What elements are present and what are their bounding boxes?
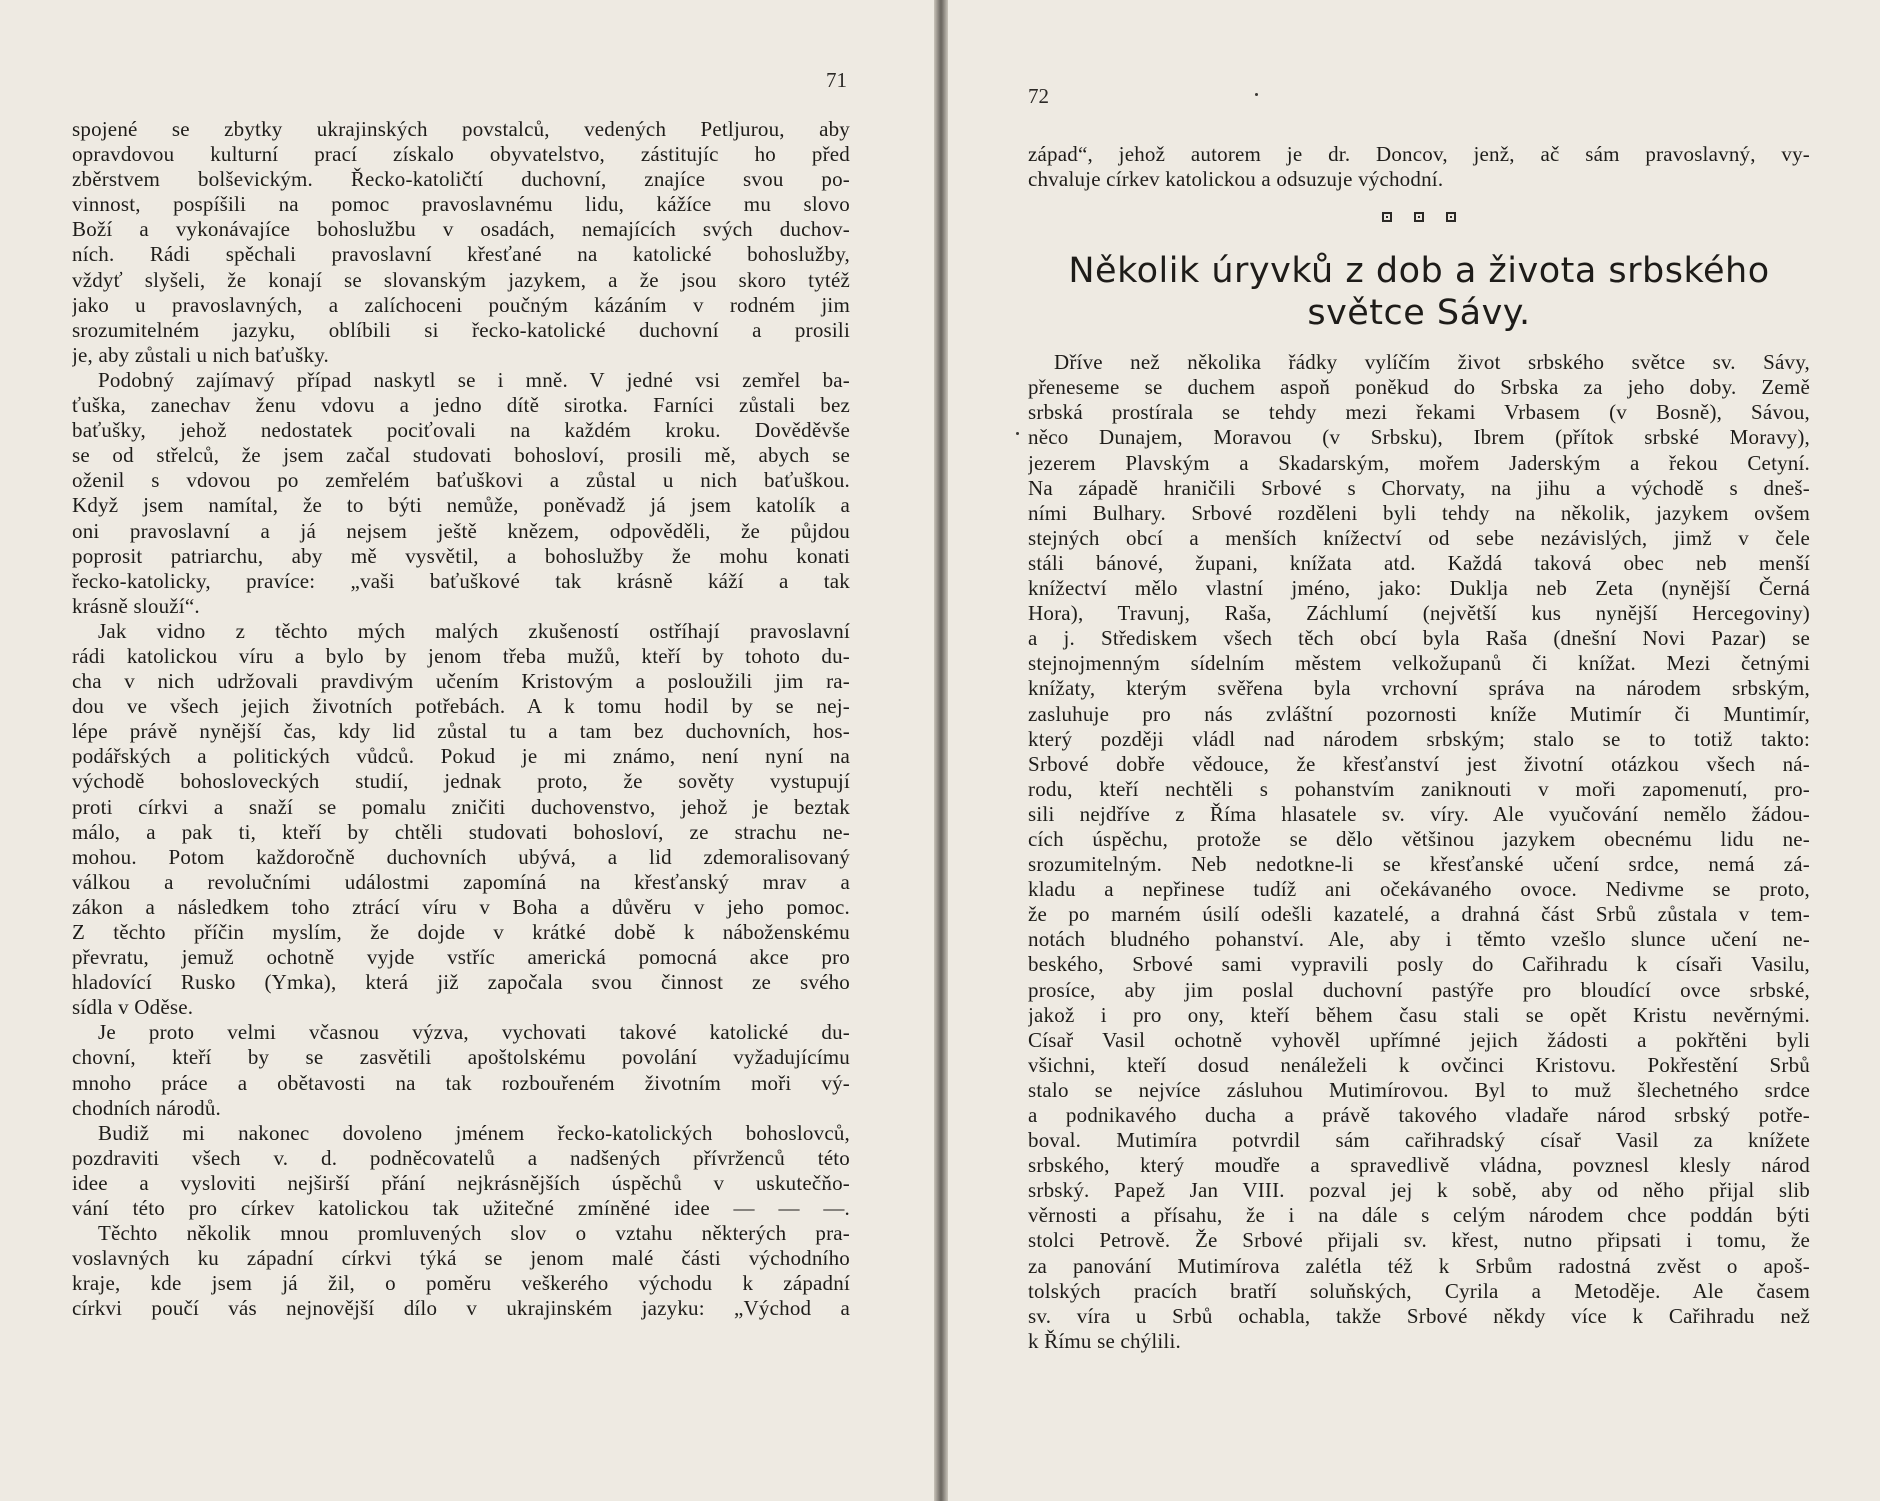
text-line: Hora), Travunj, Raša, Záchlumí (největší kus nynější Hercegoviny) (1028, 601, 1810, 626)
text-line: ními Bulhary. Srbové rozděleni byli tehdy na několik, jazykem ovšem (1028, 500, 1810, 525)
text-line: krásně slouží“. (72, 593, 200, 618)
text-line: knížectví mělo vlastní jméno, jako: Duklja neb Zeta (nynější Černá (1028, 576, 1810, 601)
text-line: lépe právě nynější čas, kdy lid zůstal tu a tam bez duchovních, hos- (72, 719, 850, 744)
text-line: notách bludného pohanství. Ale, aby i těmto vzešlo slunce učení ne- (1028, 927, 1810, 952)
left-page-text (72, 117, 850, 1322)
text-line: ťuška, zanechav ženu vdovu a jedno dítě sirotka. Farníci zůstali bez (72, 393, 850, 418)
text-line: dou ve všech jejich životních potřebách. A k tomu hodil by se nej- (72, 694, 850, 719)
article-title-line: Několik úryvků z dob a života srbského (1068, 251, 1770, 292)
text-line: vání této pro církev katolickou tak užitečné zmíněné idee — — —. (72, 1196, 850, 1221)
text-line: Z těchto příčin myslím, že dojde v krátké době k náboženskému (72, 920, 850, 944)
separator-box-icon (1382, 212, 1392, 222)
text-line: k Římu se chýlili. (1028, 1328, 1181, 1353)
text-line: který později vládl nad národem srbským; stalo se to totiž takto: (1028, 726, 1810, 751)
text-line: a j. Střediskem všech těch obcí byla Raša (dnešní Novi Pazar) se (1028, 626, 1810, 651)
text-line: stejnojmenným sídelním městem velkožupanů či knížat. Mezi četnými (1028, 651, 1810, 676)
text-line: všichni, kteří dosud nenáleželi k ovčinci Kristovu. Pokřestění Srbů (1028, 1052, 1810, 1077)
text-line: prosíce, aby jim poslal duchovní pastýře pro bloudící ovce srbské, (1028, 977, 1810, 1002)
article-end-fragment (1028, 142, 1810, 192)
article-body (1028, 350, 1810, 1354)
text-line: věrnosti a přísahu, že i na dále s celým národem chce poddán býti (1028, 1203, 1810, 1228)
text-line: Dříve než několika řádky vylíčím život srbského světce sv. Sávy, (1054, 350, 1810, 375)
text-line: pozdraviti všech v. d. podněcovatelů a nadšených přívrženců této (72, 1145, 850, 1170)
text-line: baťušky, jehož nedostatek pociťovali na každém kroku. Dověděvše (72, 418, 850, 443)
text-line: Na západě hraničili Srbové s Chorvaty, na jihu a východě s dneš- (1028, 475, 1810, 500)
text-line: něco Dunajem, Moravou (v Srbsku), Ibrem (přítok srbské Moravy), (1028, 425, 1810, 450)
text-line: kladu a nepřinese tudíž ani očekávaného ovoce. Nedivme se proto, (1028, 877, 1810, 902)
text-line: stalo se nejvíce zásluhou Mutimírovou. Byl to muž šlechetného srdce (1028, 1077, 1810, 1102)
text-line: Císař Vasil ochotně vyhověl upřímné jejich žádosti a pokřtěni byli (1028, 1027, 1810, 1052)
text-line: válkou a revolučními událostmi zapomíná na křesťanský mrav a (72, 869, 850, 894)
separator-box-icon (1414, 212, 1424, 222)
text-line: zákon a následkem toho ztrácí víru v Boha a důvěru v jeho pomoc. (72, 894, 850, 919)
text-line: sídla v Oděse. (72, 995, 194, 1020)
page-number-left: 71 (826, 68, 847, 92)
text-line: mnoho práce a obětavosti na tak rozbouřeném životním moři vý- (72, 1070, 850, 1095)
text-line: a podnikavého ducha a právě takového vladaře národ srbský potře- (1028, 1103, 1810, 1127)
text-line: srozumitelným. Neb nedotkne-li se křesťanské učení srdce, nemá zá- (1028, 852, 1810, 877)
text-line: srbský. Papež Jan VIII. pozval jej k sobě, aby od něho přijal slib (1028, 1178, 1810, 1203)
print-speck (1255, 93, 1258, 96)
text-line: zběrstvem bolševickým. Řecko-katoličtí duchovní, znajíce svou po- (72, 167, 850, 192)
text-line: vinnost, pospíšili na pomoc pravoslavnému lidu, kážíce mu slovo (72, 192, 850, 217)
text-line: sv. víra u Srbů ochabla, takže Srbové někdy více k Cařihradu než (1028, 1303, 1810, 1328)
text-line: oni pravoslavní a já nejsem ještě knězem, odpověděli, že půjdou (72, 518, 850, 543)
text-line: opravdovou kulturní prací získalo obyvatelstvo, zástitujíc ho před (72, 142, 850, 167)
text-line: vždyť slyšeli, že konají se slovanským jazykem, a že jsou skoro tytéž (72, 267, 850, 292)
text-line: srbského, který moudře a spravedlivě vládna, povznesl klesly národ (1028, 1153, 1810, 1178)
text-line: je, aby zůstali u nich baťušky. (72, 342, 330, 367)
text-line: Těchto několik mnou promluvených slov o vztahu některých pra- (98, 1221, 850, 1246)
text-line: cha v nich udržovali pravdivým učením Kristovým a posloužili jim ra- (72, 669, 850, 694)
text-line: beského, Srbové sami vypravili posly do Cařihradu k císaři Vasilu, (1028, 952, 1810, 977)
text-line: západ“, jehož autorem je dr. Doncov, jenž, ač sám pravoslavný, vy- (1028, 142, 1810, 166)
text-line: boval. Mutimíra potvrdil sám cařihradský císař Vasil za knížete (1028, 1128, 1810, 1153)
text-line: sili nejdříve z Říma hlasatele sv. víry. Ale vyučování nemělo žádou- (1028, 801, 1810, 826)
text-line: ních. Rádi spěchali pravoslavní křesťané na katolické bohoslužby, (72, 242, 850, 267)
text-line: mohou. Potom každoročně duchovních ubývá, a lid zdemoralisovaný (72, 844, 850, 869)
page-number-right: 72 (1028, 84, 1049, 108)
text-line: kraje, kde jsem já žil, o poměru veškerého východu k západní (72, 1271, 850, 1296)
text-line: proti církvi a snaží se pomalu zničiti duchovenstvo, jehož je beztak (72, 794, 850, 819)
text-line: podářských a politických vůdců. Pokud je mi známo, není nyní na (72, 744, 850, 769)
text-line: srozumitelném jazyku, oblíbili si řecko-katolické duchovní a prosili (72, 317, 850, 342)
text-line: Budiž mi nakonec dovoleno jménem řecko-katolických bohoslovců, (98, 1120, 850, 1145)
text-line: stáli bánové, župani, knížata atd. Každá taková obec neb menší (1028, 550, 1810, 575)
section-separator (1028, 212, 1810, 226)
text-line: málo, a pak ti, kteří by chtěli studovati bohosloví, ze strachu ne- (72, 819, 850, 844)
print-speck (1016, 432, 1019, 435)
text-line: jako u pravoslavných, a zalíchoceni poučným kázáním v rodném jim (72, 292, 850, 317)
text-line: srbská prostírala se tehdy mezi řekami Vrbasem (v Bosně), Sávou, (1028, 400, 1810, 425)
text-line: že po marném úsilí odešli kazatelé, a drahná část Srbů zůstala v tem- (1028, 902, 1810, 927)
text-line: řecko-katolicky, pravíce: „vaši baťuškové tak krásně káží a tak (72, 568, 850, 593)
text-line: stejných obcí a menších knížectví od sebe nezávislých, jimž v čele (1028, 525, 1810, 550)
article-title-line: světce Sávy. (1307, 293, 1531, 334)
text-line: jakož i pro ony, kteří během času stali se opět Kristu nevěrnými. (1028, 1002, 1810, 1027)
text-line: spojené se zbytky ukrajinských povstalců, vedených Petljurou, aby (72, 117, 850, 141)
text-line: rádi katolickou víru a bylo by jenom třeba mužů, kteří by tohoto du- (72, 643, 850, 668)
text-line: východě bohosloveckých studií, jednak proto, že sověty vystupují (72, 769, 850, 794)
text-line: chvaluje církev katolickou a odsuzuje východní. (1028, 167, 1444, 192)
article-title (1028, 250, 1810, 334)
text-line: cích úspěchu, protože se dělo většinou jazykem obecnému lidu ne- (1028, 826, 1810, 851)
text-line: jezerem Plavským a Skadarským, mořem Jaderským a řekou Cetyní. (1028, 450, 1810, 475)
text-line: poprosit patriarchu, aby mě vysvětil, a bohoslužby že mohu konati (72, 543, 850, 568)
text-line: Je proto velmi včasnou výzva, vychovati takové katolické du- (98, 1020, 850, 1045)
text-line: Jak vidno z těchto mých malých zkušeností ostříhají pravoslavní (98, 618, 850, 643)
text-line: tolských pracích bratří soluňských, Cyrila a Metoděje. Ale časem (1028, 1278, 1810, 1303)
right-page-text (1028, 142, 1810, 1354)
left-page (0, 0, 934, 1501)
text-line: zasluhuje pro nás zvláštní pozornosti kníže Mutimír či Muntimír, (1028, 701, 1810, 726)
text-line: Když jsem namítal, že to býti nemůže, poněvadž já jsem katolík a (72, 493, 850, 518)
text-line: se od střelců, že jsem začal studovati bohosloví, prosili mě, abych se (72, 443, 850, 468)
text-line: církvi poučí vás nejnovější dílo v ukrajinském jazyku: „Východ a (72, 1296, 850, 1321)
text-line: knížaty, kterým svěřena byla vrchovní správa na národem srbským, (1028, 676, 1810, 701)
text-line: idee a vysloviti nejširší přání nejkrásnějších úspěchů v uskutečňo- (72, 1170, 850, 1195)
text-line: přeneseme se duchem aspoň poněkud do Srbska za jeho doby. Země (1028, 375, 1810, 400)
text-line: převratu, jemuž ochotně vyjde vstříc americká pomocná akce pro (72, 945, 850, 970)
text-line: voslavných ku západní církvi týká se jenom malé části východního (72, 1246, 850, 1271)
text-line: Srbové dobře vědouce, že křesťanství jest životní otázkou všech ná- (1028, 751, 1810, 776)
text-line: rodu, kteří nechtěli s pohanstvím zaniknouti v moři zapomenutí, pro- (1028, 776, 1810, 801)
text-line: oženil s vdovou po zemřelém baťuškovi a zůstal u nich baťuškou. (72, 468, 850, 493)
right-page (948, 0, 1880, 1501)
book-gutter (934, 0, 948, 1501)
text-line: hladovící Rusko (Ymka), která již započala svou činnost ze svého (72, 970, 850, 995)
separator-box-icon (1446, 212, 1456, 222)
text-line: chodních národů. (72, 1095, 221, 1120)
text-line: za panování Mutimírova zalétla též k Srbům radostná zvěst o apoš- (1028, 1253, 1810, 1278)
text-line: Boží a vykonávajíce bohoslužbu v osadách, nemajících svých duchov- (72, 217, 850, 242)
text-line: stolci Petrově. Že Srbové přijali sv. křest, nutno připsati i tomu, že (1028, 1228, 1810, 1253)
text-line: chovní, kteří by se zasvětili apoštolskému povolání vyžadujícímu (72, 1045, 850, 1070)
text-line: Podobný zajímavý případ naskytl se i mně. V jedné vsi zemřel ba- (98, 367, 850, 392)
